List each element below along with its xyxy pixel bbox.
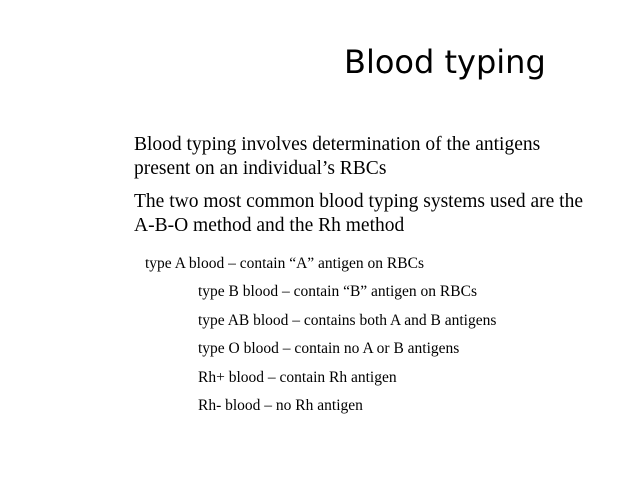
type-b-item: type B blood – contain “B” antigen on RBCs: [198, 283, 477, 300]
rh-positive-item: Rh+ blood – contain Rh antigen: [198, 369, 397, 386]
rh-negative-item: Rh- blood – no Rh antigen: [198, 397, 363, 414]
paragraph-typing-systems: [134, 190, 583, 238]
paragraph-antigen-determination: [134, 133, 540, 181]
paragraph-line: Blood typing involves determination of the antigens: [134, 134, 541, 155]
type-o-item: type O blood – contain no A or B antigens: [198, 340, 460, 357]
slide-title: Blood typing: [344, 43, 546, 81]
type-a-item: type A blood – contain “A” antigen on RBCs: [145, 255, 424, 272]
paragraph-line: The two most common blood typing systems used are the: [134, 191, 583, 212]
paragraph-line: A-B-O method and the Rh method: [134, 215, 405, 236]
type-ab-item: type AB blood – contains both A and B antigens: [198, 312, 497, 329]
paragraph-line: present on an individual’s RBCs: [134, 158, 387, 179]
